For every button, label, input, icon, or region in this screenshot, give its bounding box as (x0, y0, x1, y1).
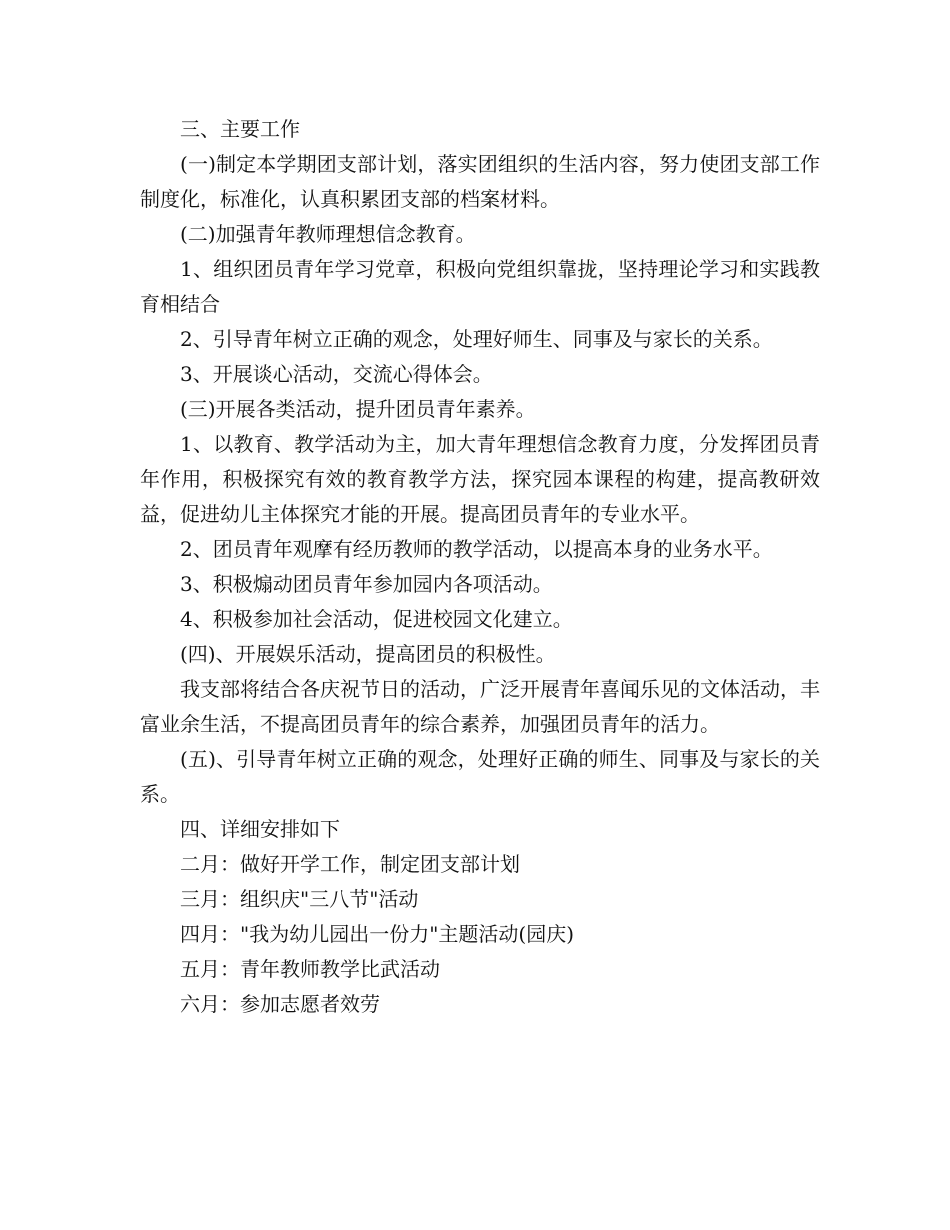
paragraph-subitem-2-1: 1、组织团员青年学习党章，积极向党组织靠拢，坚持理论学习和实践教育相结合 (140, 257, 820, 316)
paragraph-subitem-2-2: 2、引导青年树立正确的观念，处理好师生、同事及与家长的关系。 (180, 327, 773, 351)
paragraph-subitem-3-3: 3、积极煽动团员青年参加园内各项活动。 (180, 572, 553, 596)
section-heading-schedule: 四、详细安排如下 (180, 817, 340, 841)
paragraph-item-3: (三)开展各类活动，提升团员青年素养。 (180, 397, 536, 421)
schedule-may: 五月：青年教师教学比武活动 (180, 957, 440, 981)
schedule-february: 二月：做好开学工作，制定团支部计划 (180, 852, 520, 876)
paragraph-subitem-2-3: 3、开展谈心活动，交流心得体会。 (180, 362, 493, 386)
paragraph-item-1: (一)制定本学期团支部计划，落实团组织的生活内容，努力使团支部工作制度化，标准化，认真积累团支部的档案材料。 (140, 152, 820, 211)
paragraph-item-5: (五)、引导青年树立正确的观念，处理好正确的师生、同事及与家长的关系。 (140, 747, 820, 806)
paragraph-item-4: (四)、开展娱乐活动，提高团员的积极性。 (180, 642, 556, 666)
schedule-june: 六月：参加志愿者效劳 (180, 992, 380, 1016)
paragraph-subitem-3-1: 1、以教育、教学活动为主，加大青年理想信念教育力度，分发挥团员青年作用，积极探究有效的教育教学方法，探究园本课程的构建，提高教研效益，促进幼儿主体探究才能的开展。提高团员青年的专业水平。 (140, 432, 820, 526)
document-body (140, 112, 820, 1022)
schedule-april: 四月："我为幼儿园出一份力"主题活动(园庆) (180, 922, 575, 946)
section-heading-main-work: 三、主要工作 (180, 117, 300, 141)
schedule-march: 三月：组织庆"三八节"活动 (180, 887, 419, 911)
paragraph-subitem-3-4: 4、积极参加社会活动，促进校园文化建立。 (180, 607, 573, 631)
paragraph-item-4-body: 我支部将结合各庆祝节日的活动，广泛开展青年喜闻乐见的文体活动，丰富业余生活，不提高团员青年的综合素养，加强团员青年的活力。 (140, 677, 820, 736)
paragraph-subitem-3-2: 2、团员青年观摩有经历教师的教学活动，以提高本身的业务水平。 (180, 537, 773, 561)
paragraph-item-2: (二)加强青年教师理想信念教育。 (180, 222, 476, 246)
